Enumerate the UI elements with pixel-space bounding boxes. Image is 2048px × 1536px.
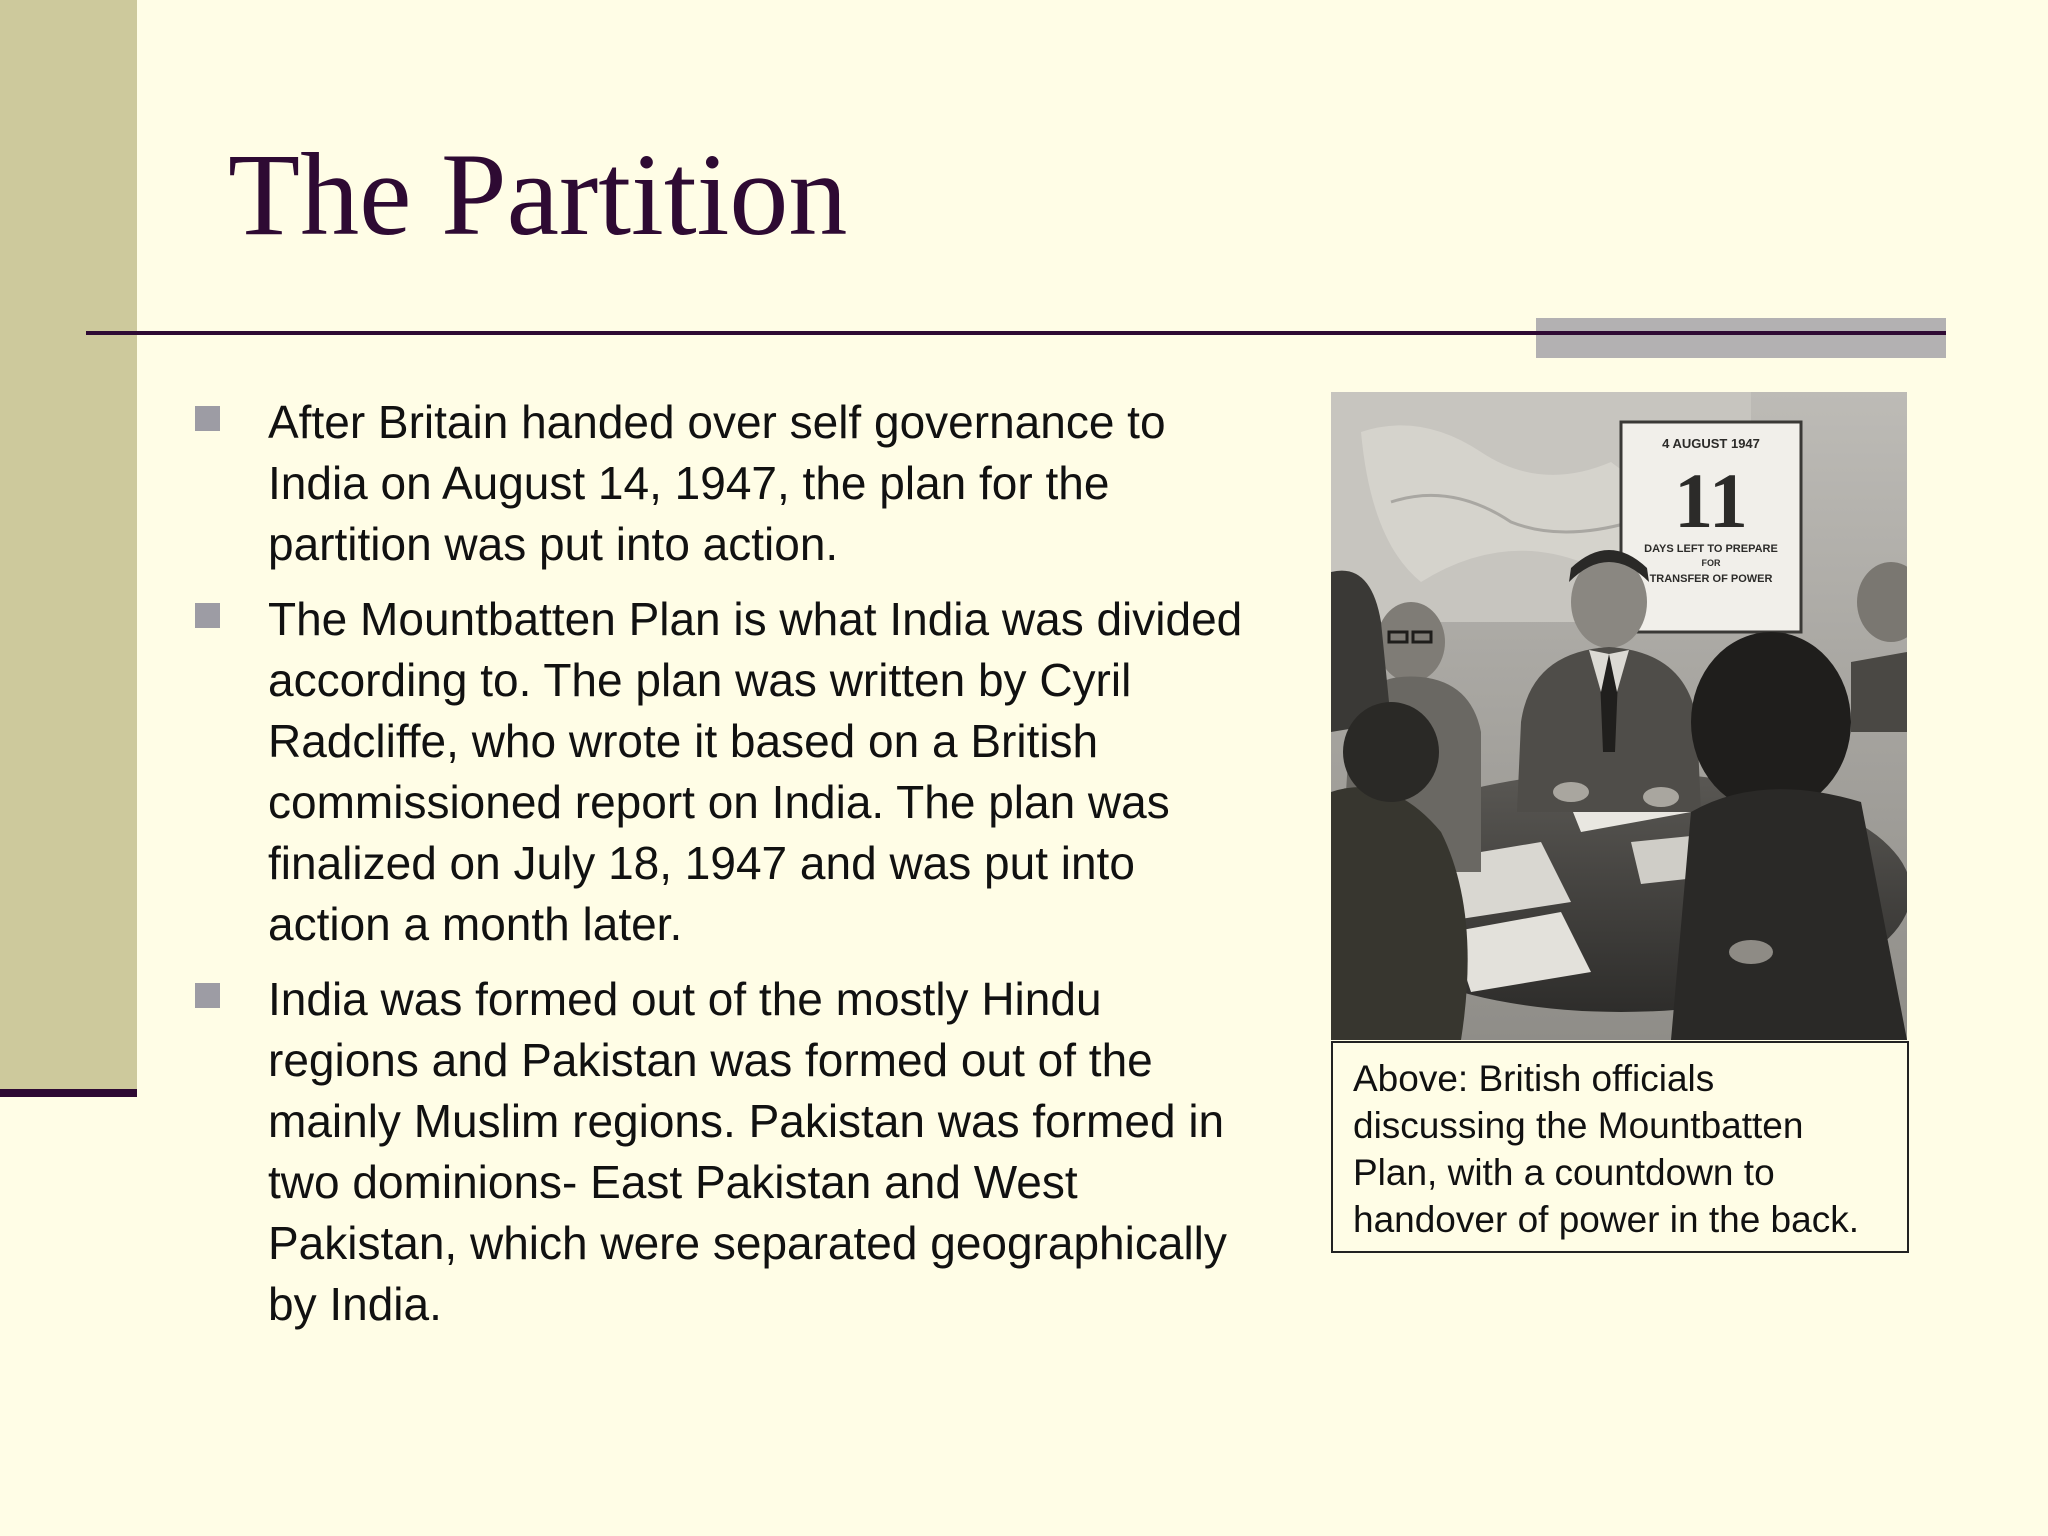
bullet-item [195,969,1255,1335]
calendar-caption-line2: FOR [1701,558,1721,568]
historical-photo [1331,392,1907,1040]
bullet-text: India was formed out of the mostly Hindu regions and Pakistan was formed out of the mainly Muslim regions. Pakistan was formed in two dominions- East Pakistan and West Pakistan, which were separated geographically by India. [268,973,1227,1330]
title-rule-accent-line [1536,331,1946,335]
bullet-list [195,392,1255,1349]
calendar-caption-line1: DAYS LEFT TO PREPARE [1644,543,1778,555]
title-rule-accent [1536,318,1946,358]
square-bullet-icon [195,406,220,431]
photo-caption: Above: British officials discussing the Mountbatten Plan, with a countdown to handover of power in the back. [1331,1041,1909,1253]
slide-title: The Partition [228,129,848,260]
calendar-caption-line3: TRANSFER OF POWER [1649,573,1773,585]
calendar-number: 11 [1674,457,1748,544]
square-bullet-icon [195,983,220,1008]
calendar-header: 4 AUGUST 1947 [1662,436,1760,451]
left-decorative-band [0,0,137,1089]
square-bullet-icon [195,603,220,628]
bullet-item [195,392,1255,575]
bullet-item [195,589,1255,955]
left-band-underline [0,1089,137,1097]
bullet-text: After Britain handed over self governance to India on August 14, 1947, the plan for the partition was put into action. [268,396,1166,570]
bullet-text: The Mountbatten Plan is what India was divided according to. The plan was written by Cyril Radcliffe, who wrote it based on a British commissioned report on India. The plan was finalized on July 18, 1947 and was put into action a month later. [268,593,1243,950]
